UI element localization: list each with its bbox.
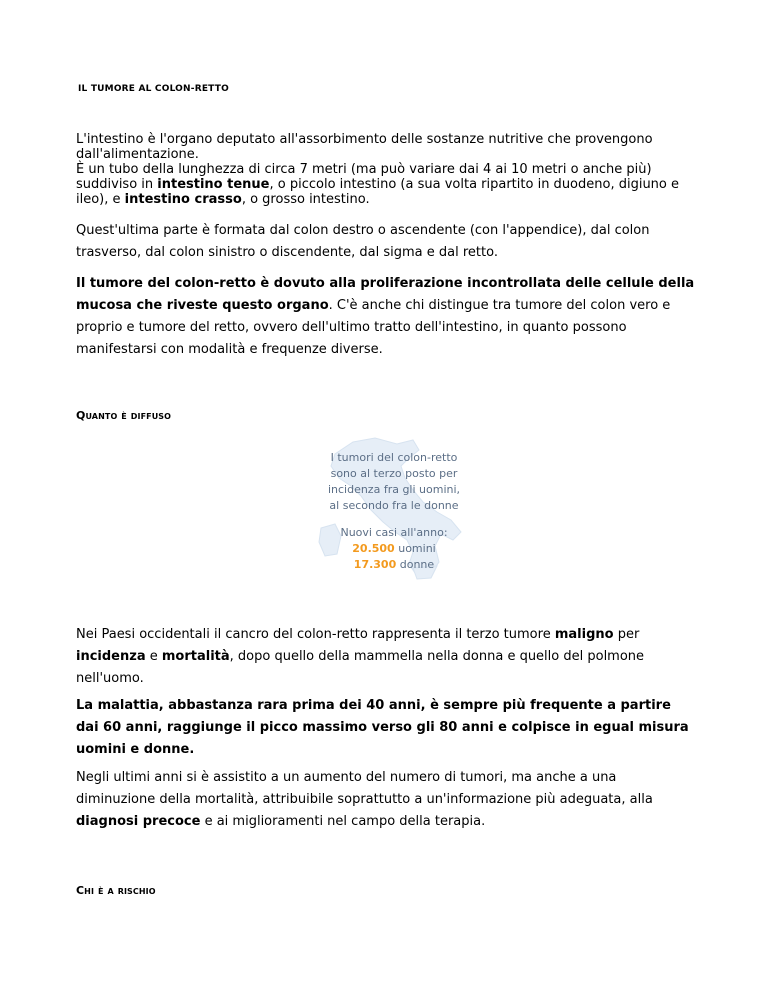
women-cases-value: 17.300 [353, 558, 397, 571]
incidenza-term: incidenza [76, 649, 146, 664]
paragraph-text: , dopo quello della mammella nella donna e quello del polmone nell'uomo. [76, 649, 645, 686]
tumor-definition-bold: Il tumore del colon-retto è dovuto alla proliferazione incontrollata delle cellule della mucosa che riveste questo organo [76, 276, 695, 313]
intestino-tenue-term: intestino tenue [157, 177, 270, 192]
document-title: IL TUMORE AL COLON-RETTO [78, 84, 229, 94]
new-cases-label: Nuovi casi all'anno: [340, 526, 448, 539]
infographic-line: incidenza fra gli uomini, [327, 483, 461, 496]
infographic-new-cases [313, 525, 475, 573]
paragraph-text: Negli ultimi anni si è assistito a un aumento del numero di tumori, ma anche a una diminuzione della mortalità, attribuibile soprattutto a un'informazione più adeguata, alla [76, 770, 653, 807]
section-heading-chi-a-rischio: Chi è a rischio [76, 884, 156, 897]
men-cases-value: 20.500 [352, 542, 395, 555]
intro-line-1: L'intestino è l'organo deputato all'assorbimento delle sostanze nutritive che provengono dall'alimentazione. [76, 132, 653, 162]
intro-text: , o piccolo intestino (a sua volta ripartito in duodeno, digiuno e ileo), e [76, 177, 680, 207]
tumor-definition-paragraph [76, 273, 696, 361]
mortalita-term: mortalità [161, 649, 230, 664]
colon-parts-paragraph: Quest'ultima parte è formata dal colon destro o ascendente (con l'appendice), dal colon trasverso, dal colon sinistro o discendente, dal sigma e dal retto. [76, 223, 650, 260]
section-heading-quanto-diffuso: Quanto è diffuso [76, 409, 172, 422]
infographic-line: sono al terzo posto per [330, 467, 458, 480]
recent-years-paragraph [76, 767, 696, 833]
infographic-line: I tumori del colon-retto [330, 451, 458, 464]
intro-paragraph [76, 132, 696, 207]
men-cases-label: uomini [398, 542, 436, 555]
men-cases-row [313, 541, 475, 557]
infographic-line: al secondo fra le donne [329, 499, 459, 512]
tumor-definition-text: . C'è anche chi distingue tra tumore del colon vero e proprio e tumore del retto, ovvero dell'ultimo tratto dell'intestino, in quanto possono manifestarsi con modalità e frequenze diverse. [76, 298, 671, 357]
infographic-statement [313, 450, 475, 514]
paragraph-text: e ai miglioramenti nel campo della terapia. [200, 814, 486, 829]
disease-age-paragraph [76, 695, 696, 761]
intro-text: , o grosso intestino. [241, 192, 370, 207]
intestino-crasso-term: intestino crasso [124, 192, 242, 207]
disease-age-bold: La malattia, abbastanza rara prima dei 40 anni, è sempre più frequente a partire dai 60 anni, raggiunge il picco massimo verso gli 80 anni e colpisce in egual misura uomini e donne. [76, 698, 689, 757]
maligno-term: maligno [554, 627, 614, 642]
paragraph-text: per [613, 627, 640, 642]
women-cases-row [313, 557, 475, 573]
intro-text: È un tubo della lunghezza di circa 7 metri (ma può variare dai 4 ai 10 metri o anche più) suddiviso in [76, 162, 652, 192]
italy-incidence-infographic [313, 436, 475, 580]
diagnosi-precoce-term: diagnosi precoce [76, 814, 201, 829]
paragraph-text: e [145, 649, 162, 664]
women-cases-label: donne [399, 558, 435, 571]
paragraph-text: Nei Paesi occidentali il cancro del colon-retto rappresenta il terzo tumore [76, 627, 555, 642]
western-countries-paragraph [76, 624, 696, 690]
